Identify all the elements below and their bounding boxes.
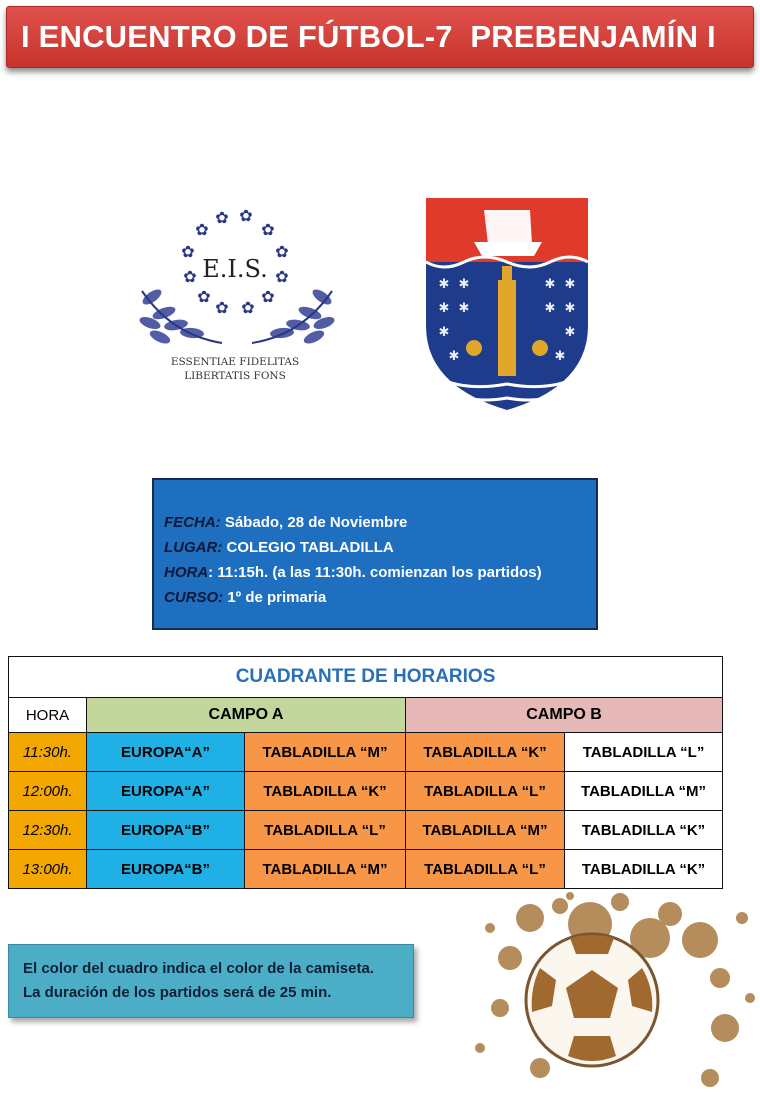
hora-header: HORA: [9, 698, 87, 733]
match-cell: EUROPA“B”: [87, 811, 245, 850]
time-cell: 12:00h.: [9, 772, 87, 811]
match-cell: TABLADILLA “K”: [565, 850, 723, 889]
svg-text:✱: ✱: [564, 276, 576, 291]
table-row: [9, 811, 723, 850]
svg-text:✱: ✱: [438, 300, 450, 315]
match-cell: EUROPA“B”: [87, 850, 245, 889]
match-cell: TABLADILLA “L”: [565, 733, 723, 772]
svg-text:✿: ✿: [275, 269, 289, 286]
table-row: [9, 733, 723, 772]
svg-text:✿: ✿: [261, 289, 275, 306]
svg-text:✿: ✿: [183, 269, 197, 286]
svg-text:✱: ✱: [544, 300, 556, 315]
city-shield-icon: [424, 196, 590, 412]
football-splash-icon: [470, 888, 760, 1104]
match-cell: TABLADILLA “M”: [245, 733, 406, 772]
match-cell: TABLADILLA “K”: [406, 733, 565, 772]
svg-text:ESSENTIAE FIDELITAS: ESSENTIAE FIDELITAS: [170, 356, 300, 368]
svg-text:✿: ✿: [275, 244, 289, 261]
match-cell: TABLADILLA “L”: [245, 811, 406, 850]
match-cell: TABLADILLA “K”: [245, 772, 406, 811]
svg-text:E.I.S.: E.I.S.: [202, 255, 268, 283]
svg-text:✿: ✿: [197, 289, 211, 306]
svg-text:✱: ✱: [438, 276, 450, 291]
svg-text:✿: ✿: [215, 210, 229, 227]
time-cell: 13:00h.: [9, 850, 87, 889]
table-row: [9, 850, 723, 889]
match-cell: EUROPA“A”: [87, 772, 245, 811]
table-row: [9, 772, 723, 811]
page-title: I ENCUENTRO DE FÚTBOL-7 PREBENJAMÍN I: [21, 19, 716, 54]
svg-text:✱: ✱: [458, 300, 470, 315]
svg-text:✱: ✱: [448, 348, 460, 363]
info-row-curso: CURSO: 1º de primaria: [164, 589, 327, 606]
match-cell: TABLADILLA “M”: [406, 811, 565, 850]
svg-text:LIBERTATIS FONS: LIBERTATIS FONS: [184, 370, 286, 382]
match-cell: TABLADILLA “K”: [565, 811, 723, 850]
note-line: La duración de los partidos será de 25 min.: [23, 984, 332, 1001]
info-row-fecha: FECHA: Sábado, 28 de Noviembre: [164, 514, 408, 531]
svg-text:✿: ✿: [239, 208, 253, 225]
svg-text:✿: ✿: [241, 300, 255, 317]
match-cell: TABLADILLA “M”: [245, 850, 406, 889]
schedule-title: CUADRANTE DE HORARIOS: [9, 657, 723, 698]
svg-text:✱: ✱: [438, 324, 450, 339]
svg-text:✱: ✱: [458, 276, 470, 291]
campo-a-header: CAMPO A: [87, 698, 406, 733]
campo-b-header: CAMPO B: [406, 698, 723, 733]
match-cell: TABLADILLA “M”: [565, 772, 723, 811]
note-line: El color del cuadro indica el color de la camiseta.: [23, 960, 374, 977]
event-info-box: [152, 478, 598, 630]
time-cell: 11:30h.: [9, 733, 87, 772]
svg-text:✿: ✿: [261, 222, 275, 239]
svg-text:✱: ✱: [564, 324, 576, 339]
info-row-hora: HORA: 11:15h. (a las 11:30h. comienzan los partidos): [164, 564, 542, 581]
svg-text:✱: ✱: [554, 348, 566, 363]
note-box: [8, 944, 414, 1018]
svg-text:✱: ✱: [564, 300, 576, 315]
match-cell: TABLADILLA “L”: [406, 850, 565, 889]
time-cell: 12:30h.: [9, 811, 87, 850]
svg-text:✿: ✿: [181, 244, 195, 261]
match-cell: TABLADILLA “L”: [406, 772, 565, 811]
eis-laurel-logo-icon: [132, 205, 344, 395]
match-cell: EUROPA“A”: [87, 733, 245, 772]
page-title-banner: [6, 6, 754, 68]
svg-text:✱: ✱: [544, 276, 556, 291]
info-row-lugar: LUGAR: COLEGIO TABLADILLA: [164, 539, 394, 556]
schedule-table: [8, 656, 723, 889]
svg-text:✿: ✿: [195, 222, 209, 239]
svg-text:✿: ✿: [215, 300, 229, 317]
